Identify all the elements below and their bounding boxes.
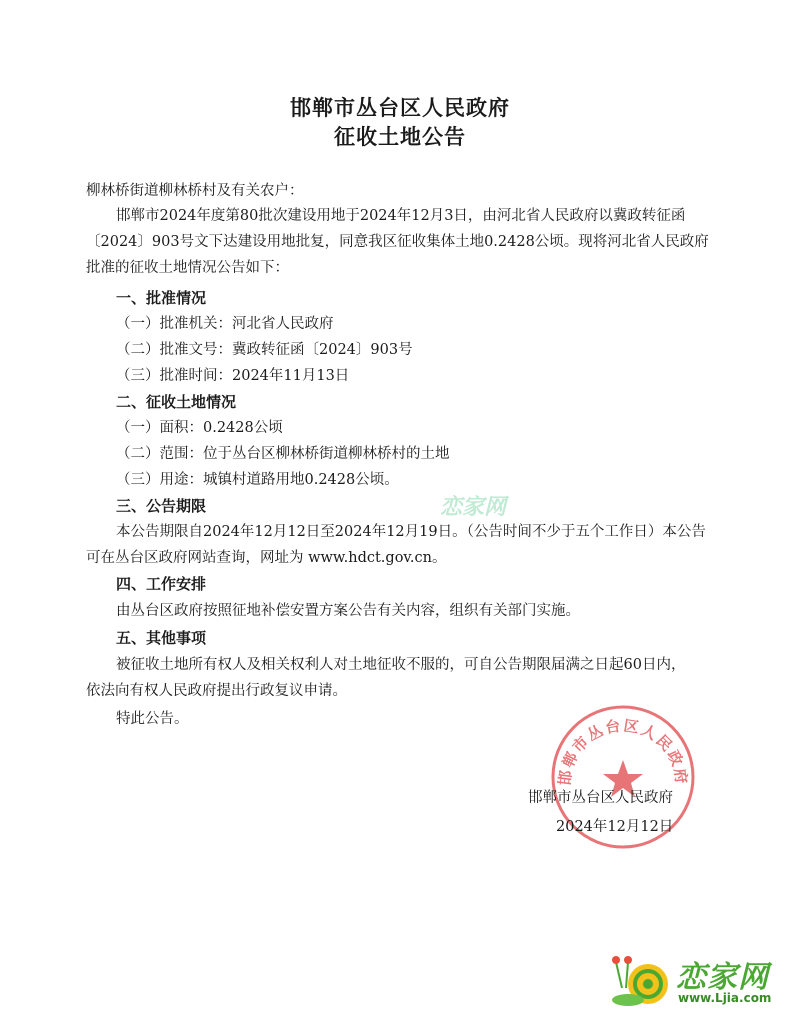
section2-heading: 二、征收土地情况: [116, 393, 237, 411]
snail-icon: [612, 956, 668, 1006]
intro-line-1: 邯郸市2024年度第80批次建设用地于2024年12月3日，由河北省人民政府以冀政转征函: [116, 208, 686, 224]
section5-line-1: 被征收土地所有权人及相关权利人对土地征收不服的，可自公告期限届满之日起60日内，: [116, 657, 686, 673]
section1-item-1: （一）批准机关：河北省人民政府: [116, 316, 334, 332]
doc-title-line2: 征收土地公告: [334, 125, 466, 149]
section4-line-1: 由丛台区政府按照征地补偿安置方案公告有关内容，组织有关部门实施。: [116, 603, 580, 619]
section1-heading: 一、批准情况: [116, 289, 207, 307]
recipient: 柳林桥街道柳林桥村及有关农户：: [86, 183, 304, 199]
seal-text: 邯郸市丛台区人民政府: [555, 716, 691, 787]
watermark-center: 恋家网: [440, 495, 507, 520]
logo-url-text: www.Ljia.com: [678, 991, 772, 1005]
closing: 特此公告。: [116, 711, 189, 727]
section2-item-1: （一）面积：0.2428公顷: [116, 420, 283, 436]
section4-heading: 四、工作安排: [116, 575, 207, 593]
intro-line-3: 批准的征收土地情况公告如下：: [86, 260, 289, 276]
doc-title-line1: 邯郸市丛台区人民政府: [290, 96, 510, 120]
section3-line-1: 本公告期限自2024年12月12日至2024年12月19日。（公告时间不少于五个工作日）本公告: [116, 524, 706, 540]
signature-date: 2024年12月12日: [556, 819, 674, 835]
logo-brand-text: 恋家网: [676, 960, 769, 995]
intro-line-2: 〔2024〕903号文下达建设用地批复，同意我区征收集体土地0.2428公顷。现将河北省人民政府: [86, 234, 709, 250]
section5-line-2: 依法向有权人民政府提出行政复议申请。: [86, 683, 347, 699]
section2-item-2: （二）范围：位于丛台区柳林桥街道柳林桥村的土地: [116, 446, 450, 462]
section1-item-3: （三）批准时间：2024年11月13日: [116, 368, 350, 384]
section3-line-2: 可在丛台区政府网站查询，网址为 www.hdct.gov.cn。: [86, 550, 447, 566]
section2-item-3: （三）用途：城镇村道路用地0.2428公顷。: [116, 472, 399, 488]
signature-org: 邯郸市丛台区人民政府: [528, 790, 673, 806]
section1-item-2: （二）批准文号：冀政转征函〔2024〕903号: [116, 342, 413, 358]
section5-heading: 五、其他事项: [116, 629, 207, 647]
section3-heading: 三、公告期限: [116, 497, 207, 515]
